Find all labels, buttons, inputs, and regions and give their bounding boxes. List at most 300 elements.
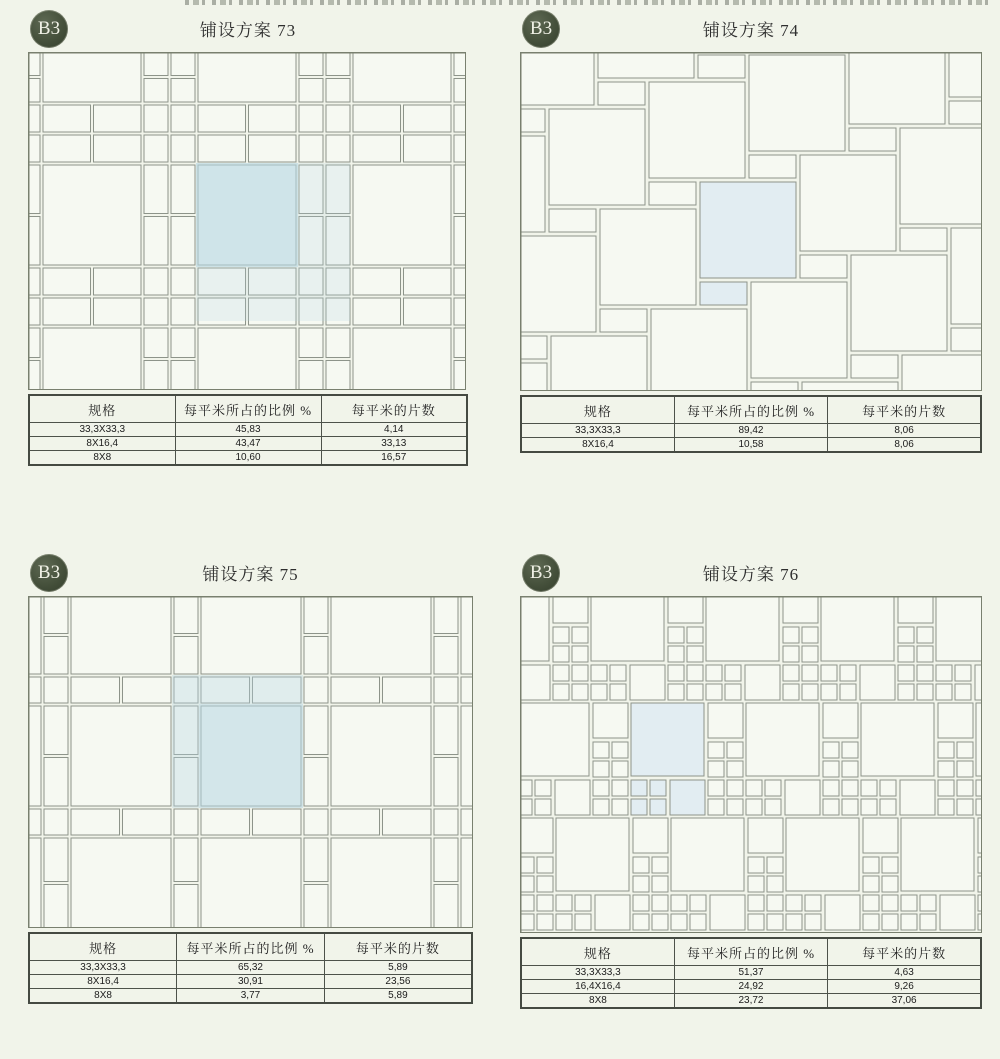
tile <box>746 703 819 776</box>
tile <box>198 328 296 390</box>
tile <box>591 684 607 700</box>
tile <box>700 282 747 305</box>
tile <box>861 703 934 776</box>
tile <box>687 627 703 643</box>
tile <box>454 52 466 76</box>
tile <box>938 742 954 758</box>
panel-74-header <box>520 8 982 52</box>
tile <box>572 646 588 662</box>
table-row <box>29 989 472 1004</box>
table-cell: 43,47 <box>175 437 321 451</box>
tile-spec-table-76 <box>520 937 982 1009</box>
tile <box>633 857 649 873</box>
tile <box>404 268 452 295</box>
tile <box>652 914 668 930</box>
tile <box>863 857 879 873</box>
tile <box>353 135 401 162</box>
b3-badge: B3 <box>522 10 560 48</box>
tile <box>767 876 783 892</box>
tile <box>745 665 780 700</box>
tile <box>198 135 246 162</box>
tile <box>949 101 982 124</box>
table-cell: 3,77 <box>177 989 325 1004</box>
tile <box>553 596 588 623</box>
tile <box>144 298 168 325</box>
tile <box>171 328 195 358</box>
tile <box>612 742 628 758</box>
tile <box>612 799 628 815</box>
tile <box>249 105 297 132</box>
tile <box>28 838 41 928</box>
tile <box>823 761 839 777</box>
tile <box>951 228 982 324</box>
tile <box>863 818 898 853</box>
tile <box>520 109 545 132</box>
tile <box>434 838 458 882</box>
tile <box>821 596 894 661</box>
tile <box>28 105 40 132</box>
tile <box>957 780 973 796</box>
tile <box>882 914 898 930</box>
tile <box>43 328 141 390</box>
tile <box>840 684 856 700</box>
tile <box>610 665 626 681</box>
tile <box>44 637 68 675</box>
tile <box>454 165 466 214</box>
tile <box>938 780 954 796</box>
tile <box>434 677 458 703</box>
tile-spec-table-73 <box>28 394 468 466</box>
table-header-row <box>29 395 467 423</box>
tile <box>598 82 645 105</box>
tile <box>94 135 142 162</box>
tile <box>751 282 847 378</box>
tile <box>520 363 547 391</box>
tile <box>650 799 666 815</box>
tile <box>633 914 649 930</box>
tile <box>802 382 898 391</box>
tile <box>71 706 171 806</box>
tile <box>710 895 745 930</box>
tile <box>353 105 401 132</box>
tile <box>171 165 195 214</box>
tile <box>299 105 323 132</box>
tile <box>823 703 858 738</box>
tile <box>706 684 722 700</box>
tile <box>28 268 40 295</box>
tile <box>849 52 945 124</box>
tile <box>353 52 451 102</box>
tile <box>725 665 741 681</box>
table-row <box>521 438 981 453</box>
tile <box>700 182 796 278</box>
tile <box>748 818 783 853</box>
tile <box>649 182 696 205</box>
tile <box>520 914 534 930</box>
tile <box>171 105 195 132</box>
tile <box>917 627 933 643</box>
table-header-cell: 每平米所占的比例 % <box>177 933 325 961</box>
tile <box>171 52 195 76</box>
tile <box>708 761 724 777</box>
table-cell: 10,60 <box>175 451 321 466</box>
table-header-cell: 每平米的片数 <box>324 933 472 961</box>
tile <box>434 758 458 807</box>
tile <box>43 52 141 102</box>
tile <box>461 596 473 674</box>
tile <box>880 799 896 815</box>
tile <box>520 596 549 661</box>
tile <box>304 596 328 634</box>
tile <box>767 857 783 873</box>
table-header-row <box>521 396 981 424</box>
table-cell: 33,3X33,3 <box>521 424 674 438</box>
panel-74-title: 铺设方案 74 <box>702 20 800 40</box>
tile <box>304 637 328 675</box>
tile <box>631 780 647 796</box>
tile <box>520 857 534 873</box>
table-header-row <box>29 933 472 961</box>
tile <box>123 677 172 703</box>
tile <box>71 838 171 928</box>
tile <box>671 818 744 891</box>
table-cell: 33,3X33,3 <box>29 423 175 437</box>
tile <box>880 780 896 796</box>
tile-pattern-diagram-76 <box>520 596 982 933</box>
table-cell: 8X8 <box>521 994 674 1009</box>
table-cell: 8X16,4 <box>29 437 175 451</box>
tile <box>253 809 302 835</box>
table-row <box>521 424 981 438</box>
panel-73-header <box>28 8 468 52</box>
panel-75-header <box>28 552 473 596</box>
table-cell: 8X8 <box>29 451 175 466</box>
tile <box>28 809 41 835</box>
tile <box>783 684 799 700</box>
tile <box>593 780 609 796</box>
tile <box>902 355 982 391</box>
tile <box>633 895 649 911</box>
tile <box>823 742 839 758</box>
table-cell: 89,42 <box>674 424 827 438</box>
table-cell: 65,32 <box>177 961 325 975</box>
tile <box>652 857 668 873</box>
tile <box>593 742 609 758</box>
tile <box>917 646 933 662</box>
tile <box>553 646 569 662</box>
tile <box>749 55 845 151</box>
tile <box>633 876 649 892</box>
tile <box>842 742 858 758</box>
tile <box>326 105 350 132</box>
tile <box>304 838 328 882</box>
tile <box>353 298 401 325</box>
tile <box>43 135 91 162</box>
panel-76-header <box>520 552 982 596</box>
tile <box>901 914 917 930</box>
tile <box>404 135 452 162</box>
tile <box>144 328 168 358</box>
tile <box>434 706 458 755</box>
tile <box>71 677 120 703</box>
tile <box>28 298 40 325</box>
tile <box>535 799 551 815</box>
tile <box>572 684 588 700</box>
tile <box>353 328 451 390</box>
tile <box>304 758 328 807</box>
tile <box>461 706 473 806</box>
tile <box>800 155 896 251</box>
tile <box>174 838 198 882</box>
tile <box>748 876 764 892</box>
tile <box>650 780 666 796</box>
tile <box>786 818 859 891</box>
tile <box>917 665 933 681</box>
tile <box>593 761 609 777</box>
tile <box>633 818 668 853</box>
tile <box>434 596 458 634</box>
table-cell: 5,89 <box>324 989 472 1004</box>
tile <box>331 809 380 835</box>
tile <box>706 665 722 681</box>
b3-badge: B3 <box>30 554 68 592</box>
table-cell: 9,26 <box>828 980 981 994</box>
tile <box>649 82 745 178</box>
tile <box>304 677 328 703</box>
tile <box>28 596 41 674</box>
tile <box>708 780 724 796</box>
tile <box>461 809 473 835</box>
table-cell: 33,3X33,3 <box>521 966 674 980</box>
tile <box>572 627 588 643</box>
tile <box>174 885 198 929</box>
tile <box>383 677 432 703</box>
tile <box>851 355 898 378</box>
tile <box>863 876 879 892</box>
tile <box>520 703 589 776</box>
table-cell: 33,3X33,3 <box>29 961 177 975</box>
tile <box>461 677 473 703</box>
tile <box>725 684 741 700</box>
tile <box>304 809 328 835</box>
tile <box>171 268 195 295</box>
tile <box>144 52 168 76</box>
table-cell: 45,83 <box>175 423 321 437</box>
tile <box>851 255 947 351</box>
tile <box>520 236 596 332</box>
tile <box>520 799 532 815</box>
table-cell: 4,63 <box>828 966 981 980</box>
tile <box>861 799 877 815</box>
table-cell: 16,57 <box>321 451 467 466</box>
tile <box>299 328 323 358</box>
tile <box>43 298 91 325</box>
tile <box>900 780 935 815</box>
table-cell: 51,37 <box>674 966 827 980</box>
tile <box>708 799 724 815</box>
tile <box>708 742 724 758</box>
tile <box>454 298 466 325</box>
tile <box>748 857 764 873</box>
table-header-cell: 每平米的片数 <box>828 396 981 424</box>
tile <box>537 914 553 930</box>
tile <box>783 665 799 681</box>
tile <box>840 665 856 681</box>
tile <box>171 298 195 325</box>
tile <box>746 799 762 815</box>
tile <box>520 780 532 796</box>
b3-badge: B3 <box>522 554 560 592</box>
tile <box>201 596 301 674</box>
tile <box>849 128 896 151</box>
tile <box>299 135 323 162</box>
tile <box>44 838 68 882</box>
tile <box>537 876 553 892</box>
table-row <box>521 966 981 980</box>
tile <box>404 298 452 325</box>
tile <box>28 328 40 358</box>
tile <box>454 361 466 391</box>
tile <box>434 637 458 675</box>
tile <box>783 627 799 643</box>
tile <box>600 209 696 305</box>
tile <box>863 895 879 911</box>
tile <box>44 758 68 807</box>
clipped-top-text-remnant <box>185 0 995 5</box>
tile <box>748 914 764 930</box>
tile <box>800 255 847 278</box>
tile <box>549 209 596 232</box>
tile <box>668 627 684 643</box>
tile <box>94 268 142 295</box>
tile <box>898 627 914 643</box>
tile <box>863 914 879 930</box>
tile <box>44 885 68 929</box>
tile <box>671 914 687 930</box>
table-cell: 8X16,4 <box>521 438 674 453</box>
table-cell: 4,14 <box>321 423 467 437</box>
tile <box>882 895 898 911</box>
tile <box>957 799 973 815</box>
tile-spec-table-74 <box>520 395 982 453</box>
tile <box>28 677 41 703</box>
tile <box>537 895 553 911</box>
table-row <box>521 980 981 994</box>
tile <box>698 55 745 78</box>
tile <box>901 818 974 891</box>
tile <box>727 761 743 777</box>
tile <box>144 79 168 103</box>
table-header-cell: 规格 <box>29 933 177 961</box>
tile <box>331 596 431 674</box>
tile <box>900 128 982 224</box>
tile <box>201 838 301 928</box>
tile <box>612 761 628 777</box>
tile-pattern-diagram-73 <box>28 52 466 390</box>
table-cell: 10,58 <box>674 438 827 453</box>
tile <box>454 328 466 358</box>
tile <box>454 105 466 132</box>
tile <box>842 780 858 796</box>
tile <box>520 336 547 359</box>
panel-73-title: 铺设方案 73 <box>199 20 297 40</box>
tile <box>44 706 68 755</box>
tile <box>920 914 936 930</box>
tile <box>687 684 703 700</box>
tile <box>668 665 684 681</box>
tile <box>331 677 380 703</box>
tile <box>43 165 141 265</box>
tile <box>917 684 933 700</box>
tile <box>610 684 626 700</box>
tile <box>553 684 569 700</box>
tile <box>802 684 818 700</box>
tile <box>144 105 168 132</box>
tile <box>556 895 572 911</box>
panel-scheme-75 <box>28 552 473 1004</box>
tile <box>901 895 917 911</box>
tile <box>144 361 168 391</box>
table-row <box>29 451 467 466</box>
tile <box>600 309 647 332</box>
tile <box>706 596 779 661</box>
table-header-cell: 每平米的片数 <box>321 395 467 423</box>
tile <box>802 646 818 662</box>
tile <box>652 895 668 911</box>
table-header-cell: 每平米的片数 <box>828 938 981 966</box>
tile <box>71 596 171 674</box>
tile <box>938 761 954 777</box>
tile <box>949 52 982 97</box>
tile <box>727 780 743 796</box>
tile <box>454 79 466 103</box>
tile <box>304 706 328 755</box>
table-header-cell: 每平米所占的比例 % <box>674 938 827 966</box>
tile <box>326 361 350 391</box>
table-cell: 8,06 <box>828 424 981 438</box>
tile <box>556 818 629 891</box>
table-header-cell: 规格 <box>521 396 674 424</box>
tile <box>43 105 91 132</box>
tile <box>144 165 168 214</box>
table-row <box>521 994 981 1009</box>
tile <box>353 268 401 295</box>
tile <box>767 914 783 930</box>
tile <box>551 336 647 391</box>
table-row <box>29 437 467 451</box>
tile <box>936 684 952 700</box>
tile <box>898 684 914 700</box>
tile <box>631 703 704 776</box>
tile <box>304 885 328 929</box>
table-row <box>29 423 467 437</box>
tile <box>94 105 142 132</box>
tile <box>404 105 452 132</box>
tile <box>171 217 195 266</box>
tile <box>690 914 706 930</box>
tile <box>936 596 982 661</box>
tile-pattern-diagram-75 <box>28 596 473 928</box>
tile <box>28 79 40 103</box>
tile <box>957 761 973 777</box>
tile <box>860 665 895 700</box>
tile <box>535 780 551 796</box>
table-header-cell: 规格 <box>521 938 674 966</box>
tile <box>43 268 91 295</box>
panel-scheme-76 <box>520 552 982 1009</box>
tile <box>144 217 168 266</box>
tile <box>123 809 172 835</box>
